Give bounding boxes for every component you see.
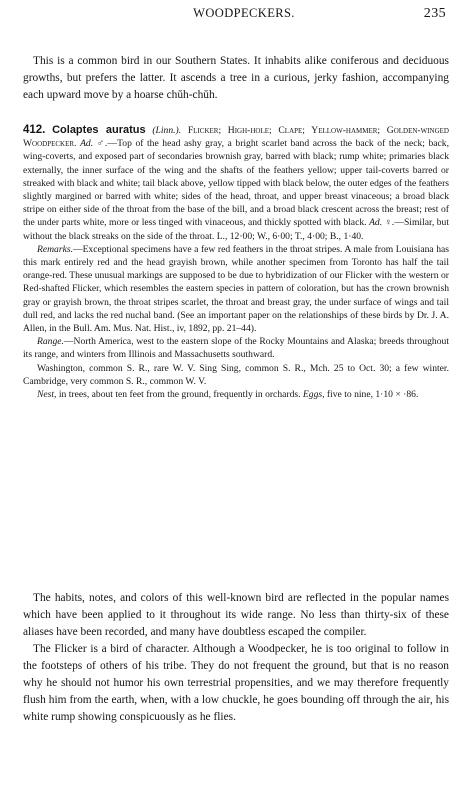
species-account <box>23 124 449 401</box>
nest-label: Nest, <box>37 389 57 401</box>
range-text: —North America, west to the eastern slope of the Rocky Mountains and Alaska; breeds throughout its range, and winters from Illinois and Massachusetts southward. <box>23 336 449 361</box>
running-title: WOODPECKERS. <box>193 6 295 20</box>
species-common-names: Flicker; High-hole; Clape; Yellow-hammer; Golden-winged Woodpecker. <box>23 125 449 150</box>
species-number: 412. <box>23 124 46 136</box>
female-description: —Similar, but without the black streaks on the side of the throat. L., 12·00; W., 6·00; T., 4·00; B., 1·40. <box>23 217 449 242</box>
intro-paragraph: This is a common bird in our Southern States. It inhabits alike coniferous and deciduous growths, but prefers the latter. It ascends a tree in a curious, jerky fashion, accompanying each upward move by a hoarse chŭh-chŭh. <box>23 55 449 102</box>
remarks-paragraph <box>23 243 449 335</box>
essay-paragraph: The habits, notes, and colors of this well-known bird are reflected in the popular names which have been applied to it throughout its wide range. No less than thirty-six of these aliases have been recorded, and many have doubtless escaped the compiler. <box>23 592 449 638</box>
male-label: Ad. ♂. <box>80 138 108 150</box>
species-authority: (Linn.). <box>152 125 182 136</box>
range-label: Range. <box>37 336 64 348</box>
eggs-text: five to nine, 1·10 × ·86. <box>324 389 419 401</box>
male-description: —Top of the head ashy gray, a bright scarlet band across the back of the neck; back, wing-coverts, and exposed part of secondaries brownish gray, barred with black; rump white; primaries black externally, the inner surface of the wing and the shafts of the feathers yellow; upper tail-coverts barred or streaked with black and white; tail black above, yellow tipped with black below, the outer edges of the feathers slightly margined or barred with white; sides of the head, throat, and upper breast vinaceous; a broad black stripe on either side of the throat from the base of the bill, and a broad black crescent across the breast; rest of the under parts white, more or less tinged with vinaceous, and thickly spotted with black. <box>23 138 450 229</box>
nest-text: in trees, about ten feet from the ground, frequently in orchards. <box>56 389 301 401</box>
page-number: 235 <box>423 6 446 21</box>
remarks-text: —Exceptional specimens have a few red feathers in the throat stripes. A male from Louisiana has this mark entirely red and the head grayish brown, while another specimen from Toronto has half the tail orange-red. These unusual markings are supposed to be due to hybridization of our Flicker with the western or Red-shafted Flicker, which resembles the eastern species in pattern of coloration, but has the crown brownish gray or grayish brown, the throat stripes scarlet, the throat and breast gray, the under surface of wings and tail dull red, and lacks the red nuchal band. (See an important paper on the relationships of these birds by Dr. J. A. Allen, in the Bull. Am. Mus. Nat. Hist., iv, 1892, pp. 21–44). <box>23 243 449 335</box>
essay-paragraph: The Flicker is a bird of character. Although a Woodpecker, he is too original to follow in the footsteps of others of his tribe. They do not frequent the ground, but that is no reason why he should not humor his own terrestrial propensities, and we may therefore frequently flush him from the earth, when, with a low chuckle, he goes bounding off through the air, his white rump showing conspicuously as he flies. <box>23 643 449 723</box>
remarks-label: Remarks. <box>37 243 73 255</box>
records-paragraph: Washington, common S. R., rare W. V. Sing Sing, common S. R., Mch. 25 to Oct. 30; a few winter. Cambridge, very common S. R., common W. V. <box>23 362 449 387</box>
female-label: Ad. ♀. <box>369 217 395 229</box>
species-name: Colaptes auratus <box>52 124 146 136</box>
running-header <box>42 6 446 24</box>
range-paragraph <box>23 335 449 361</box>
species-heading-paragraph <box>23 124 449 243</box>
nest-paragraph <box>23 388 449 401</box>
essay <box>23 590 449 726</box>
eggs-label: Eggs, <box>302 389 325 401</box>
